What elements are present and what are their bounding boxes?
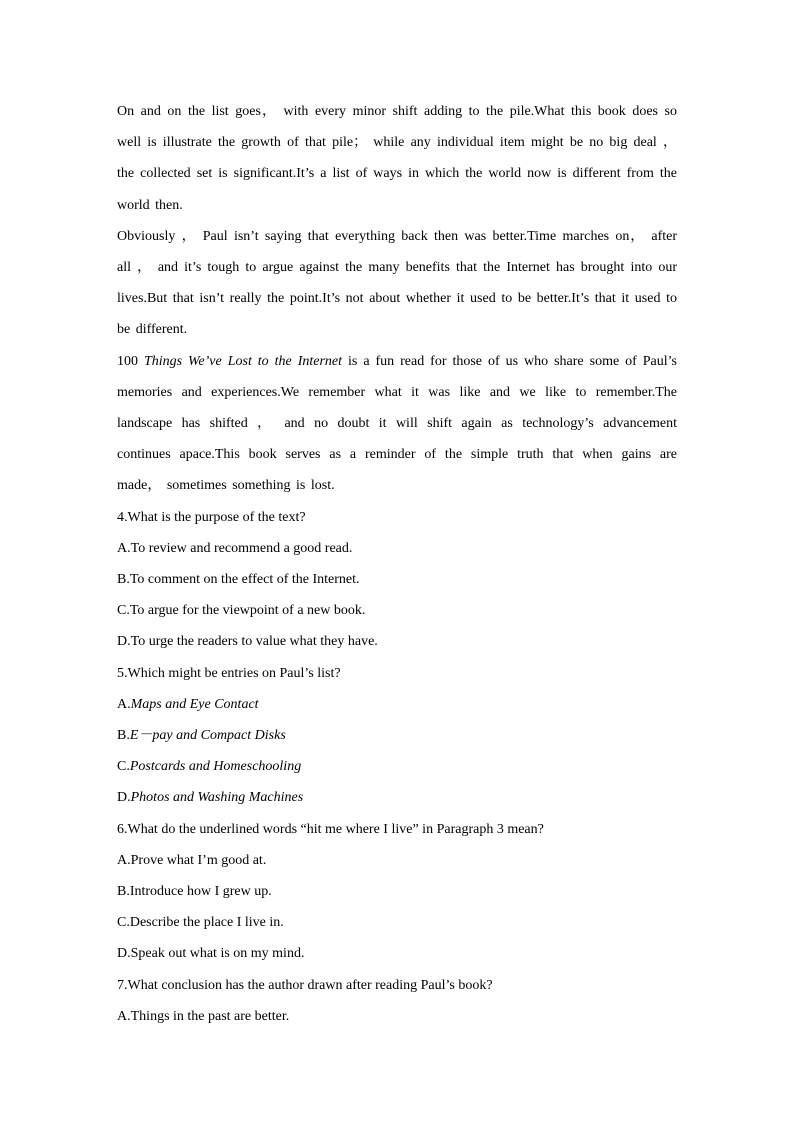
option-text: To review and recommend a good read. [130,540,353,556]
question-stem: 5.Which might be entries on Paul’s list? [117,665,341,681]
option-text: Describe the place I live in. [129,915,284,931]
option-c [117,907,677,938]
passage-paragraph-3-body: is a fun read for those of us who share some of Paul’s memories and experiences.We remember what it was like and we like to remember.The landscape has shifted ， and no doubt it will shift again as technology’s advancement continues apace.This book serves as a reminder of the simple truth that when gains are made， sometimes something is lost. [117,353,677,494]
option-text: To argue for the viewpoint of a new book. [129,603,366,619]
question-4 [117,502,677,658]
book-title: Things We’ve Lost to the Internet [143,353,343,369]
option-text: E－pay and Compact Disks [129,728,286,744]
option-letter: A. [117,696,131,712]
option-text: Photos and Washing Machines [130,790,304,806]
option-letter: C. [117,915,130,931]
option-b [117,876,677,907]
option-letter: A. [117,1008,131,1024]
option-text: To urge the readers to value what they have. [130,634,378,650]
question-stem: 4.What is the purpose of the text? [117,509,306,525]
passage-paragraph-2: Obviously ， Paul isn’t saying that everything back then was better.Time marches on， after all ， and it’s tough to argue against the many benefits that the Internet has brought into our lives.But that isn’t really the point.It’s not about whether it used to be better.It’s that it used to be different. [117,228,677,338]
option-text: Things in the past are better. [130,1008,290,1024]
option-text: Maps and Eye Contact [130,696,259,712]
book-title-number: 100 [117,353,144,369]
option-c [117,595,677,626]
option-a [117,845,677,876]
question-stem: 7.What conclusion has the author drawn after reading Paul’s book? [117,977,493,993]
passage-paragraph-1: On and on the list goes， with every minor shift adding to the pile.What this book does so well is illustrate the growth of that pile； while any individual item might be no big deal ， the collected set is significant.It’s a list of ways in which the world now is different from the world then. [117,104,677,213]
option-a [117,533,677,564]
option-text: Introduce how I grew up. [129,884,272,900]
option-letter: B. [117,572,130,588]
question-6 [117,814,677,970]
option-d [117,626,677,657]
question-5 [117,658,677,814]
option-b [117,564,677,595]
option-c [117,751,677,782]
option-text: To comment on the effect of the Internet. [129,572,360,588]
option-letter: B. [117,884,130,900]
option-letter: D. [117,634,131,650]
passage-paragraph-3 [117,346,677,502]
option-d [117,938,677,969]
option-a [117,689,677,720]
option-b [117,720,677,751]
option-letter: A. [117,540,131,556]
question-7 [117,970,677,1032]
option-letter: B. [117,728,130,744]
option-text: Prove what I’m good at. [130,852,267,868]
document-page [117,96,677,1032]
question-stem: 6.What do the underlined words “hit me where I live” in Paragraph 3 mean? [117,821,544,837]
option-text: Postcards and Homeschooling [129,759,302,775]
option-text: Speak out what is on my mind. [130,946,305,962]
option-letter: C. [117,759,130,775]
option-letter: D. [117,946,131,962]
option-d [117,782,677,813]
option-letter: A. [117,852,131,868]
option-a [117,1001,677,1032]
option-letter: D. [117,790,131,806]
option-letter: C. [117,603,130,619]
